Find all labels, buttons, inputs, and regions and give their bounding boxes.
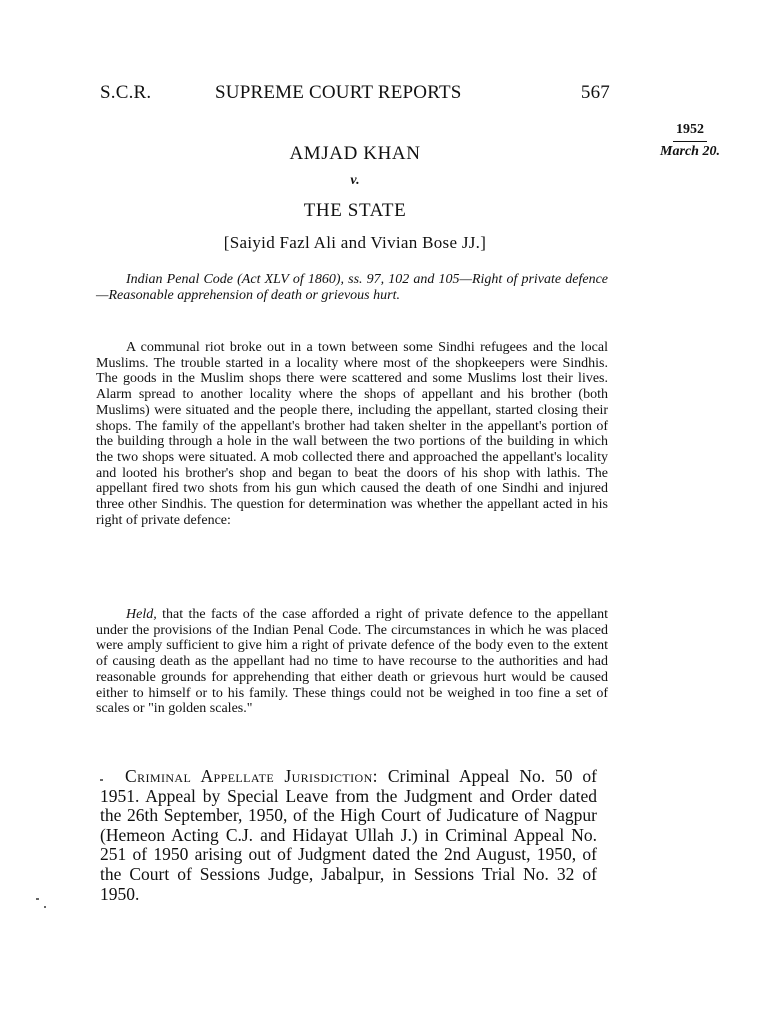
held-lead: Held, — [126, 607, 157, 622]
appellate-lead: Criminal Appellate Jurisdiction: — [125, 766, 378, 786]
petitioner-name: AMJAD KHAN — [289, 143, 421, 164]
versus-label: v. — [350, 173, 360, 188]
margin-year: 1952 — [676, 122, 704, 137]
bench-line: [Saiyid Fazl Ali and Vivian Bose JJ.] — [223, 233, 487, 252]
page-number: 567 — [580, 82, 610, 103]
scan-speck — [44, 906, 46, 908]
respondent-name: THE STATE — [303, 200, 407, 221]
report-abbreviation: S.C.R. — [100, 82, 152, 103]
margin-rule — [673, 141, 707, 142]
headnote: Indian Penal Code (Act XLV of 1860), ss. 97, 102 and 105—Right of private defence—Reasonable apprehension of death or grievous hurt. — [96, 272, 608, 303]
margin-date: March 20. — [660, 144, 720, 159]
report-title: SUPREME COURT REPORTS — [215, 82, 462, 103]
scan-speck — [100, 779, 103, 781]
scan-speck — [36, 898, 39, 900]
case-summary: A communal riot broke out in a town between some Sindhi refugees and the local Muslims. The trouble started in a locality where most of the shopkeepers were Sindhis. The goods in the Muslim shops there were scattered and some Muslims lost their lives. Alarm spread to another locality where the shops of appellant and his brother (both Muslims) were situated and the people there, including the appellant, started closing their shops. The family of the appellant's brother had taken shelter in the appellant's portion of the building through a hole in the wall between the two portions of the building in which the two shops were situated. A mob collected there and approached the appellant's locality and looted his brother's shop and began to beat the doors of his shop with lathis. The appellant fired two shots from his gun which caused the death of one Sindhi and injured three other Sindhis. The question for determination was whether the appellant acted in his right of private defence: — [96, 340, 608, 528]
held-paragraph — [96, 607, 608, 717]
appellate-jurisdiction — [100, 767, 597, 904]
appellate-text: Criminal Appeal No. 50 of 1951. Appeal by Special Leave from the Judgment and Order dated the 26th September, 1950, of the High Court of Judicature of Nagpur (Hemeon Acting C.J. and Hidayat Ullah J.) in Criminal Appeal No. 251 of 1950 arising out of Judgment dated the 2nd August, 1950, of the Court of Sessions Judge, Jabalpur, in Sessions Trial No. 32 of 1950. — [100, 766, 597, 904]
held-text: that the facts of the case afforded a right of private defence to the appellant under the provisions of the Indian Penal Code. The circumstances in which he was placed were amply sufficient to give him a right of private defence of the body even to the extent of causing death as the appellant had no time to have recourse to the authorities and had reasonable grounds for apprehending that either death or grievous hurt would be caused either to himself or to his family. These things could not be weighed in too fine a set of scales or "in golden scales." — [96, 607, 608, 717]
margin-note — [640, 122, 740, 160]
